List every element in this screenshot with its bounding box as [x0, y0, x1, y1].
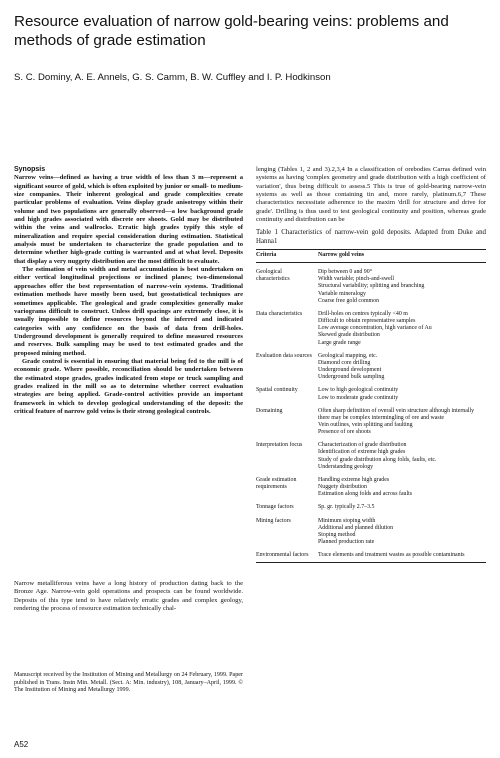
table-value-line: Underground bulk sampling [318, 374, 385, 381]
table-value-line: Minimum stoping width [318, 517, 376, 524]
table-header-narrow-gold-veins: Narrow gold veins [318, 250, 486, 263]
table-cell-values [318, 546, 486, 563]
table-cell-criteria: Spatial continuity [256, 387, 298, 394]
table-value-line: Planned production rate [318, 539, 375, 545]
abstract-paragraph-3: Grade control is essential in ensuring that material being fed to the mill is of economic grade. Where possible, reconciliation should be undertaken between the estimated stope grades, grades indicated from stope or truck sampling and grades realized in the mill so as to determine whether correct evaluation strategies are being applied. Grade-control activities provide an important framework in which to develop geological understanding of the deposit: the critical feature of narrow gold veins is their strong geological controls. [14, 357, 243, 415]
table-cell-criteria: Environmental factors [256, 546, 318, 563]
table-cell-values [318, 381, 486, 401]
table-cell-values [318, 471, 486, 498]
table-row [256, 546, 486, 563]
table-value-line: Drill-holes on centres typically <40 m [318, 310, 408, 317]
table-value-line: Additional and planned dilution [318, 524, 394, 531]
table-header-criteria: Criteria [256, 250, 318, 263]
table-value-line: Large grade range [318, 339, 361, 346]
table-cell-values [318, 498, 486, 511]
table-value-line: Low to moderate grade continuity [318, 394, 399, 401]
table-value-line: Often sharp definition of overall vein structure although internally there may be complex intermingling of ore and waste [318, 407, 475, 421]
table-cell-values [318, 305, 486, 347]
table-row [256, 436, 486, 471]
synopsis-heading: Synopsis [14, 166, 46, 173]
characteristics-table [256, 249, 486, 563]
table-value-line: Understanding geology [318, 463, 374, 470]
table-cell-criteria: Evaluation data sources [256, 352, 312, 359]
paper-title: Resource evaluation of narrow gold-bearing veins: problems and methods of grade estimation [14, 13, 449, 49]
table-row [256, 347, 486, 382]
table-cell-criteria: Data characteristics [256, 310, 303, 317]
table-value-line: Dip between 0 and 90° [318, 269, 373, 276]
table-cell-criteria: Domaining [256, 407, 283, 414]
table-value-line: Underground development [318, 367, 382, 374]
table-row [256, 305, 486, 347]
table-value-line: Structural variability; splitting and branching [318, 283, 425, 290]
table-value-line: Diamond core drilling [318, 359, 371, 366]
table-header-row [256, 250, 486, 263]
table-cell-criteria: Geological characteristics [256, 269, 290, 283]
table-value-line: Width variable; pinch-and-swell [318, 276, 394, 283]
table-value-line: Stoping method [318, 531, 356, 538]
table-value-line: Characterization of grade distribution [318, 442, 407, 449]
body-paragraph-right: lenging (Tables 1, 2 and 3).2,3,4 In a classification of orebodies Carras defined vein systems as having 'complex geometry and grade distribution with a high coefficient of variation', thus being difficult to assess.5 This is true of gold-bearing narrow-vein systems as well as those containing tin and, more rarely, platinum.6,7 These characteristics necessitate adherence to the maxim 'drill for structure and drive for grade'. Drilling is thus used to test geological continuity and position, whereas grade continuity and distribution can be [256, 166, 486, 224]
table-value-line: Study of grade distribution along folds, faults, etc. [318, 456, 437, 463]
table-value-line: Difficult to obtain representative samples [318, 318, 416, 325]
table-value-line: Low average concentration, high variance of Au [318, 325, 432, 332]
table-row [256, 402, 486, 437]
table-cell-values [318, 512, 486, 547]
abstract [14, 174, 243, 416]
table-value-line: Nuggety distribution [318, 484, 367, 491]
intro-left-column [14, 580, 243, 613]
table-cell-criteria: Tonnage factors [256, 504, 294, 511]
table-value-line: Presence of ore shoots [318, 429, 371, 436]
body-paragraph-left: Narrow metalliferous veins have a long history of production dating back to the Bronze Age. Narrow-vein gold operations and prospects can be found worldwide. Deposits of this type tend to have relatively erratic grades and complex geology, rendering the process of resource estimation technically chal- [14, 580, 243, 613]
table-value-line: Vein outlines, vein splitting and faulting [318, 421, 413, 428]
abstract-paragraph-2: The estimation of vein width and metal accumulation is best undertaken on either vertical longitudinal projections or inclined planes; two-dimensional approaches offer the best representation of narrow-vein systems. Traditional estimation methods have mostly been used, but geostatistical techniques are sometimes applicable. The geological and grade complexities generally make variograms difficult to construct. Unless drill spacings are extremely close, it is usually impossible to define resources beyond the inferred and indicated categories with any confidence on the basis of data from drill-holes. Underground development is generally required to define measured resources and reserves. Bulk sampling may be used to test estimated grades and the proposed mining method. [14, 266, 243, 357]
table-value-line: Variable mineralogy [318, 290, 366, 297]
table-value-line: Identification of extreme high grades [318, 449, 406, 456]
table-value-line: Skewed grade distribution [318, 332, 380, 339]
table-cell-values [318, 402, 486, 437]
table-row [256, 381, 486, 401]
manuscript-footnote: Manuscript received by the Institution of Mining and Metallurgy on 24 February, 1999. Paper published in Trans. Instn Min. Metall. (Sect. A: Min. industry), 108, January–April, 1999. © The Institution of Mining and Metallurgy 1999. [14, 672, 243, 694]
abstract-paragraph-1: Narrow veins—defined as having a true width of less than 3 m—represent a significant source of gold, which is often exploited by junior or small- to medium-size companies. Their inherent geological and grade complexities create particular problems of evaluation. Veins display grade anisotropy within their volume and two populations are generally observed—a low background grade and high grades associated with discrete ore shoots. Gold may be distributed within the veins and wallrocks. Erratic high grades typify this style of mineralization and require special consideration during estimation. Statistical analysis must be undertaken to characterize the grade population and to determine whether high-grade cutting is warranted and at what level. Deposits that display a very nuggety distribution are the most difficult to evaluate. [14, 174, 243, 265]
table-value-line: Geological mapping, etc. [318, 352, 378, 359]
table-cell-values [318, 263, 486, 305]
table-value-line: Estimation along folds and across faults [318, 491, 413, 498]
table-value-line: Low to high geological continuity [318, 387, 399, 394]
table-cell-criteria: Interpretation focus [256, 442, 303, 449]
table-row [256, 512, 486, 547]
table-value-line: Coarse free gold common [318, 297, 380, 304]
table-caption: Table 1 Characteristics of narrow-vein gold deposits. Adapted from Duke and Hanna1 [256, 229, 486, 245]
table-row [256, 263, 486, 305]
page-number: A52 [14, 740, 29, 749]
synopsis-section [14, 166, 243, 416]
table-value-line: Sp. gr. typically 2.7–3.5 [318, 504, 375, 511]
author-list: S. C. Dominy, A. E. Annels, G. S. Camm, B. W. Cuffley and I. P. Hodkinson [14, 72, 331, 83]
intro-right-column [256, 166, 486, 224]
table-cell-values [318, 347, 486, 382]
table-row [256, 498, 486, 511]
table-row [256, 471, 486, 498]
table-value-line: Trace elements and treatment wastes as possible contaminants [318, 552, 465, 559]
table-cell-criteria: Mining factors [256, 517, 291, 524]
table-cell-criteria: Grade estimation requirements [256, 476, 297, 491]
table-cell-values [318, 436, 486, 471]
table-value-line: Handling extreme high grades [318, 476, 390, 483]
